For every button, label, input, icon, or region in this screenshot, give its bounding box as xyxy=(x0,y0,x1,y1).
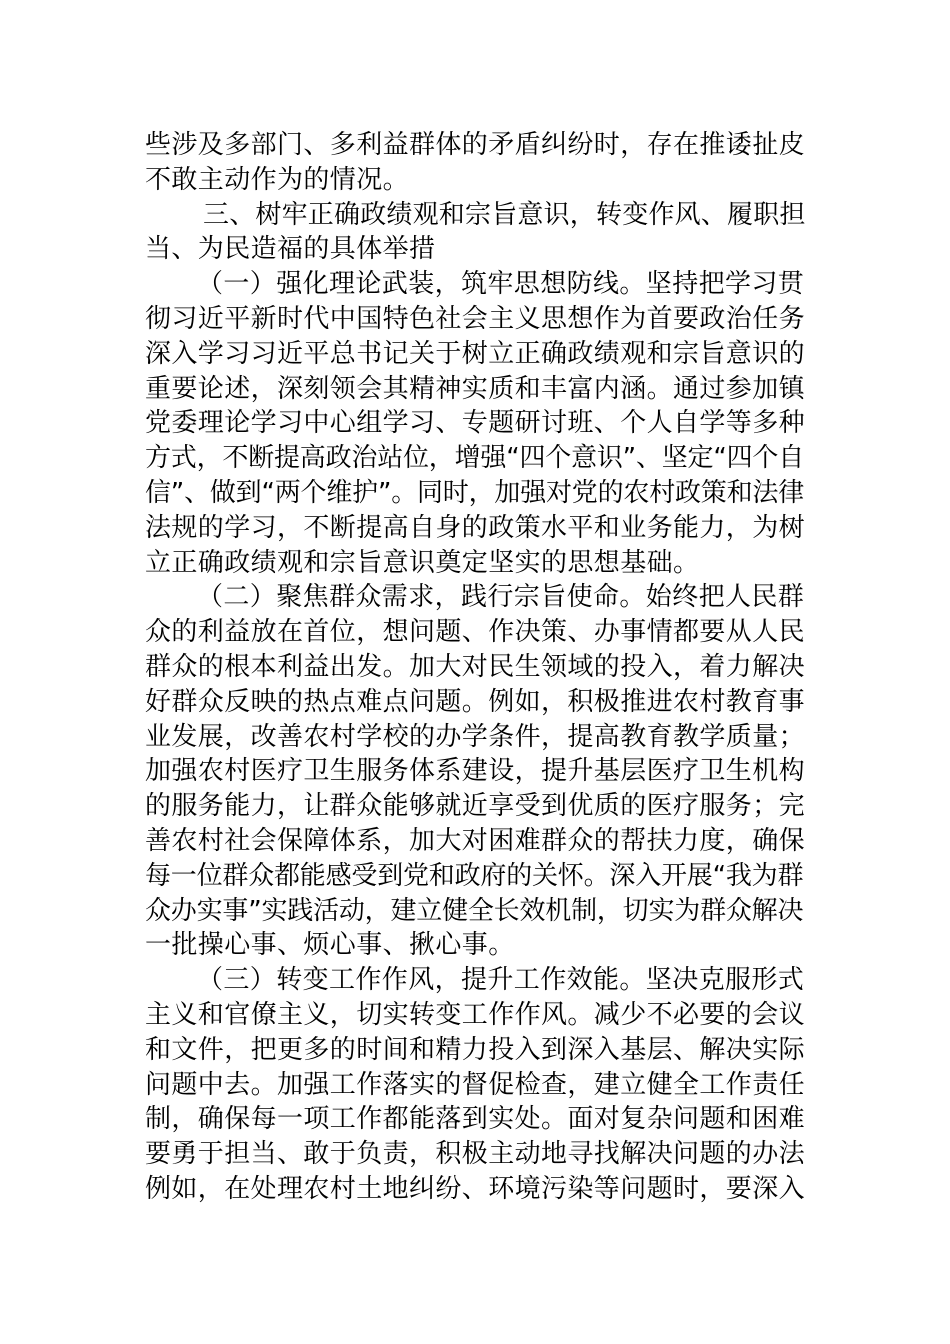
text-line: 不敢主动作为的情况。 xyxy=(145,164,410,195)
text-line: （一）强化理论武装，筑牢思想防线。坚持把学习贯 xyxy=(197,269,805,300)
text-line: 深入学习习近平总书记关于树立正确政绩观和宗旨意识的 xyxy=(145,338,806,369)
text-line: 立正确政绩观和宗旨意识奠定坚实的思想基础。 xyxy=(145,547,700,578)
text-line: 善农村社会保障体系，加大对困难群众的帮扶力度，确保 xyxy=(145,825,806,856)
document-body xyxy=(145,128,807,1207)
text-line: 业发展，改善农村学校的办学条件，提高教育教学质量； xyxy=(145,721,806,752)
text-line: 彻习近平新时代中国特色社会主义思想作为首要政治任务 xyxy=(145,303,806,334)
text-line: 问题中去。加强工作落实的督促检查，建立健全工作责任 xyxy=(145,1069,806,1100)
paragraph-continuation xyxy=(145,128,807,198)
text-line: 主义和官僚主义，切实转变工作作风。减少不必要的会议 xyxy=(145,999,806,1030)
section-heading xyxy=(145,198,807,268)
text-line: 信”、做到“两个维护”。同时，加强对党的农村政策和法律 xyxy=(145,477,805,508)
text-line: 好群众反映的热点难点问题。例如，积极推进农村教育事 xyxy=(145,686,806,717)
text-line: （二）聚焦群众需求，践行宗旨使命。始终把人民群 xyxy=(197,582,805,613)
paragraph-subsection-1 xyxy=(145,267,807,580)
text-line: 群众的根本利益出发。加大对民生领域的投入，着力解决 xyxy=(145,651,806,682)
text-line: 众的利益放在首位，想问题、作决策、办事情都要从人民 xyxy=(145,617,806,648)
text-line: 的服务能力，让群众能够就近享受到优质的医疗服务；完 xyxy=(145,791,806,822)
text-line: 些涉及多部门、多利益群体的矛盾纠纷时，存在推诿扯皮 xyxy=(145,130,806,160)
text-line: 众办实事”实践活动，建立健全长效机制，切实为群众解决 xyxy=(145,895,804,926)
text-line: 法规的学习，不断提高自身的政策水平和业务能力，为树 xyxy=(145,512,806,543)
text-line: 党委理论学习中心组学习、专题研讨班、个人自学等多种 xyxy=(145,408,806,439)
text-line: 重要论述，深刻领会其精神实质和丰富内涵。通过参加镇 xyxy=(145,373,806,404)
text-line: 和文件，把更多的时间和精力投入到深入基层、解决实际 xyxy=(145,1034,806,1065)
text-line: 例如，在处理农村土地纠纷、环境污染等问题时，要深入 xyxy=(145,1173,806,1204)
text-line: 一批操心事、烦心事、揪心事。 xyxy=(145,930,515,961)
text-line: 加强农村医疗卫生服务体系建设，提升基层医疗卫生机构 xyxy=(145,756,806,787)
paragraph-subsection-2 xyxy=(145,580,807,963)
text-line: （三）转变工作作风，提升工作效能。坚决克服形式 xyxy=(197,965,805,996)
text-line: 当、为民造福的具体举措 xyxy=(145,234,436,265)
text-line: 要勇于担当、敢于负责，积极主动地寻找解决问题的办法 xyxy=(145,1139,806,1170)
text-line: 制，确保每一项工作都能落到实处。面对复杂问题和困难 xyxy=(145,1104,806,1135)
text-line: 方式，不断提高政治站位，增强“四个意识”、坚定“四个自 xyxy=(145,443,805,474)
text-line: 三、树牢正确政绩观和宗旨意识，转变作风、履职担 xyxy=(203,199,806,230)
text-line: 每一位群众都能感受到党和政府的关怀。深入开展“我为群 xyxy=(145,860,804,891)
paragraph-subsection-3 xyxy=(145,963,807,1207)
